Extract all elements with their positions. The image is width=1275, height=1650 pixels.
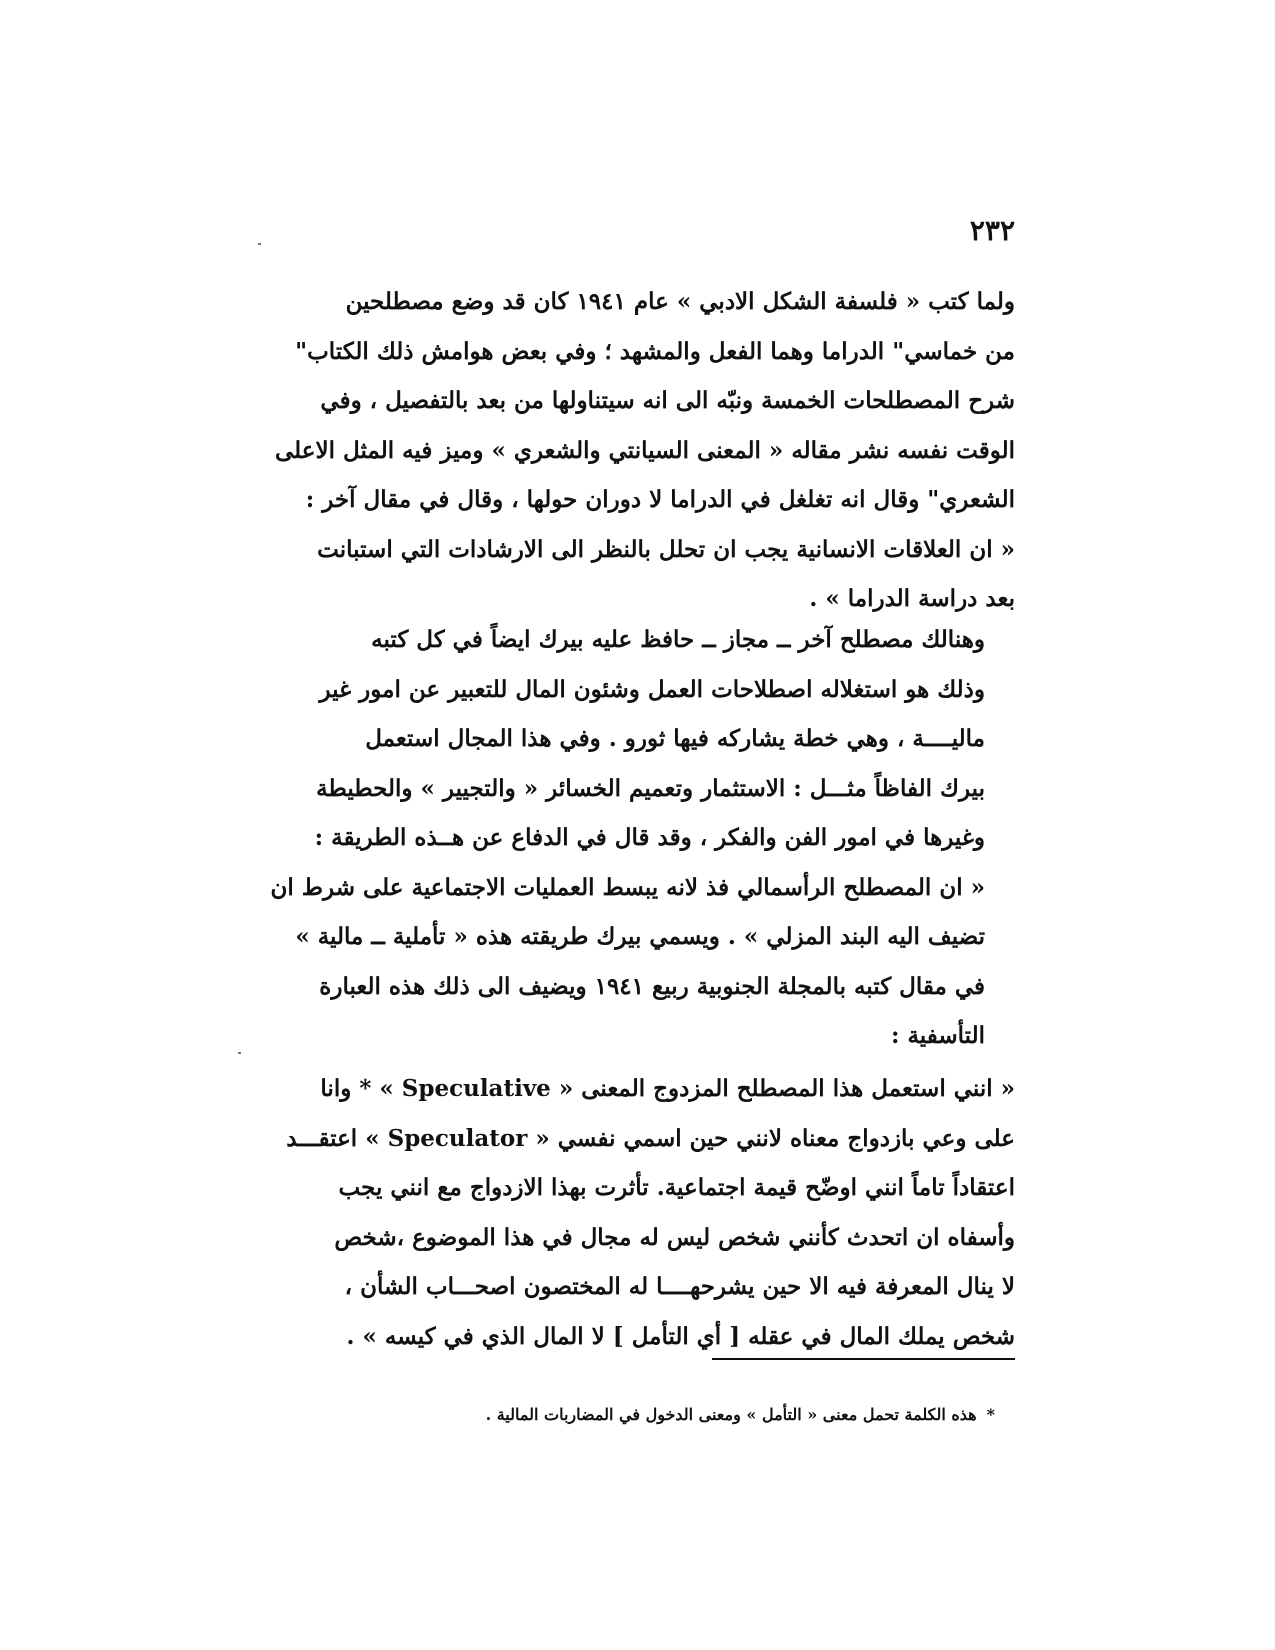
footnote-marker: * [986, 1405, 995, 1424]
text-line: التأسفية : [890, 1022, 985, 1049]
text-line: وأسفاه ان اتحدث كأنني شخص ليس له مجال في هذا الموضوع ،شخص [334, 1223, 1015, 1251]
text-line: في مقال كتبه بالمجلة الجنوبية ربيع ١٩٤١ ويضيف الى ذلك هذه العبارة [319, 972, 985, 1000]
footnote [390, 1405, 995, 1424]
text-line: شخص يملك المال في عقله [ أي التأمل ] لا المال الذي في كيسه » . [346, 1322, 1015, 1350]
text-line: « ان المصطلح الرأسمالي فذ لانه يبسط العمليات الاجتماعية على شرط ان [270, 873, 985, 901]
paragraph-3-quote [245, 1064, 1015, 1361]
paragraph-1 [245, 277, 1015, 624]
footnote-divider [712, 1358, 1015, 1360]
page-number: ٢٣٢ [969, 214, 1015, 247]
text-line: الوقت نفسه نشر مقاله « المعنى السيانتي والشعري » وميز فيه المثل الاعلى [275, 436, 1015, 464]
text-line: شرح المصطلحات الخمسة ونبّه الى انه سيتناولها من بعد بالتفصيل ، وفي [320, 387, 1015, 414]
text-line: وذلك هو استغلاله اصطلاحات العمل وشئون المال للتعبير عن امور غير [319, 675, 985, 703]
footnote-text: هذه الكلمة تحمل معنى « التأمل » ومعنى الدخول في المضاربات المالية . [485, 1405, 977, 1424]
scan-speck [258, 243, 261, 245]
text-line: من خماسي" الدراما وهما الفعل والمشهد ؛ وفي بعض هوامش ذلك الكتاب" [295, 337, 1015, 365]
text-line: ماليــــة ، وهي خطة يشاركه فيها ثورو . وفي هذا المجال استعمل [365, 725, 985, 752]
text-line: تضيف اليه البند المزلي » . ويسمي بيرك طريقته هذه « تأملية ــ مالية » [295, 923, 985, 950]
paragraph-2 [245, 615, 1015, 1061]
text-line: على وعي بازدواج معناه لانني حين اسمي نفسي « Speculator » اعتقـــد [286, 1124, 1015, 1152]
text-line: الشعري" وقال انه تغلغل في الدراما لا دوران حولها ، وقال في مقال آخر : [305, 486, 1015, 513]
text-line: بعد دراسة الدراما » . [809, 585, 1015, 612]
text-line: اعتقاداً تاماً انني اوضّح قيمة اجتماعية. تأثرت بهذا الازدواج مع انني يجب [338, 1174, 1015, 1201]
text-line: وهنالك مصطلح آخر ــ مجاز ــ حافظ عليه بيرك ايضاً في كل كتبه [371, 626, 985, 653]
text-line: لا ينال المعرفة فيه الا حين يشرحهــــا له المختصون اصحـــاب الشأن ، [344, 1273, 1015, 1300]
text-line: « ان العلاقات الانسانية يجب ان تحلل بالنظر الى الارشادات التي استبانت [317, 535, 1015, 563]
text-line: بيرك الفاظاً مثـــل : الاستثمار وتعميم الخسائر « والتجيير » والحطيطة [316, 774, 985, 802]
text-line: ولما كتب « فلسفة الشكل الادبي » عام ١٩٤١ كان قد وضع مصطلحين [345, 288, 1015, 315]
text-line: « انني استعمل هذا المصطلح المزدوج المعنى « Speculative » * وانا [320, 1075, 1015, 1102]
text-line: وغيرها في امور الفن والفكر ، وقد قال في الدفاع عن هــذه الطريقة : [314, 824, 985, 851]
scan-speck [238, 1052, 241, 1054]
